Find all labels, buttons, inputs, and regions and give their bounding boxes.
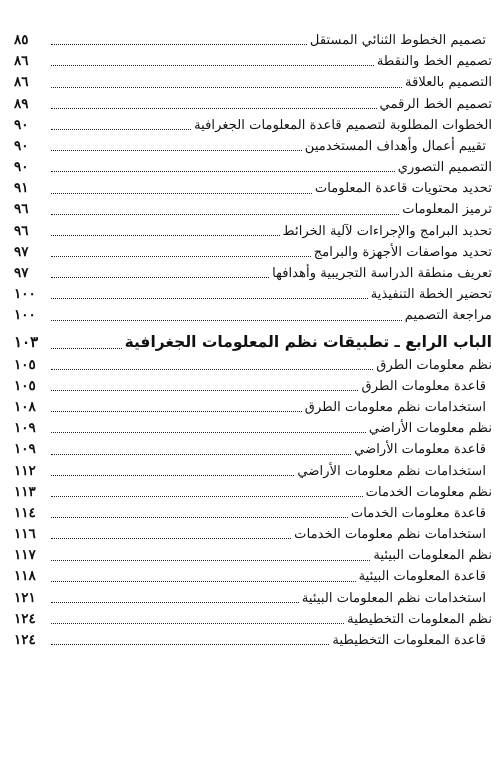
toc-entry [14, 284, 492, 305]
toc-page-number: ١٠٩ [14, 441, 36, 458]
toc-page-number: ٩٧ [14, 243, 29, 260]
toc-page-number: ٩٧ [14, 265, 29, 282]
toc-page-number: ٩١ [14, 180, 29, 197]
toc-entry-title: تحديد محتويات قاعدة المعلومات [314, 181, 492, 197]
dot-leader [51, 256, 311, 257]
toc-entry [14, 461, 492, 482]
toc-entry [14, 221, 492, 242]
dot-leader [51, 517, 348, 518]
dot-leader [51, 214, 399, 215]
toc-page-number: ١١٣ [14, 483, 36, 500]
dot-leader [51, 150, 302, 151]
dot-leader [51, 277, 269, 278]
toc-entry [14, 503, 492, 524]
toc-entry [14, 439, 492, 460]
dot-leader [51, 560, 370, 561]
toc-entry [14, 482, 492, 503]
toc-entry [14, 136, 492, 157]
toc-page-number: ١٠٨ [14, 398, 36, 415]
toc-page-number: ١٠٠ [14, 307, 36, 324]
toc-page-number: ٨٦ [14, 53, 29, 70]
toc-entry [14, 157, 492, 178]
toc-entry [14, 355, 492, 376]
dot-leader [51, 129, 191, 130]
toc-entry [14, 588, 492, 609]
toc-page-number: ١١٨ [14, 568, 36, 585]
toc-entry-title: استخدامات نظم معلومات الخدمات [294, 527, 486, 543]
toc-entry-title: قاعدة معلومات الطرق [361, 378, 486, 394]
toc-entry-title: نظم المعلومات التخطيطية [347, 611, 492, 627]
toc-entry [14, 178, 492, 199]
toc-entry-title: استخدامات نظم معلومات الأراضي [297, 463, 486, 479]
toc-entry-title: نظم معلومات الخدمات [365, 484, 492, 500]
toc-entry [14, 545, 492, 566]
chapter-title: الباب الرابع ـ تطبيقات نظم المعلومات الجغرافية [124, 332, 492, 351]
toc-entry-title: نظم المعلومات البيئية [373, 548, 492, 564]
toc-entry [14, 72, 492, 93]
dot-leader [51, 644, 329, 645]
toc-entry-title: قاعدة المعلومات التخطيطية [332, 633, 486, 649]
toc-page-number: ١١٢ [14, 462, 36, 479]
toc-entry [14, 30, 492, 51]
dot-leader [51, 390, 358, 391]
dot-leader [51, 454, 351, 455]
toc-entry [14, 397, 492, 418]
toc-entry-title: نظم معلومات الطرق [376, 357, 492, 373]
toc-entry-title: الخطوات المطلوبة لتصميم قاعدة المعلومات الجغرافية [194, 117, 492, 133]
toc-entry [14, 200, 492, 221]
toc-page-number: ١١٦ [14, 526, 36, 543]
toc-entry [14, 305, 492, 326]
toc-page-number: ١٢٤ [14, 610, 36, 627]
toc-page-number: ٩٦ [14, 222, 29, 239]
toc-entry-title: تحديد مواصفات الأجهزة والبرامج [313, 244, 492, 260]
dot-leader [51, 411, 302, 412]
toc-entry [14, 51, 492, 72]
toc-page-number: ١٢١ [14, 589, 36, 606]
toc-entry [14, 376, 492, 397]
toc-entry-title: ترميز المعلومات [402, 202, 492, 218]
toc-entry-title: تصميم الخطوط الثنائي المستقل [309, 32, 486, 48]
toc-page-number: ١٠٥ [14, 356, 36, 373]
toc-entry-title: تحديد البرامج والإجراءات لآلية الخرائط [282, 223, 492, 239]
toc-entry-title: قاعدة معلومات الأراضي [354, 442, 486, 458]
dot-leader [51, 87, 402, 88]
toc-page-number: ١٢٤ [14, 632, 36, 649]
toc-entry [14, 609, 492, 630]
toc-entry [14, 524, 492, 545]
toc-page-number: ٩٠ [14, 116, 29, 133]
dot-leader [51, 65, 374, 66]
toc-entry-title: تصميم الخط والنقطة [376, 54, 492, 70]
toc-entry-title: استخدامات نظم معلومات الطرق [304, 399, 486, 415]
toc-entry [14, 263, 492, 284]
toc-page-number: ١٠٠ [14, 286, 36, 303]
dot-leader [51, 475, 294, 476]
toc-entry [14, 242, 492, 263]
toc-page-number: ٩٠ [14, 159, 29, 176]
toc-page-number: ١٠٩ [14, 420, 36, 437]
toc-entry-title: تحضير الخطة التنفيذية [370, 287, 492, 303]
toc-entry [14, 630, 492, 651]
dot-leader [51, 432, 366, 433]
toc-entry-title: التصميم التصوري [397, 160, 492, 176]
toc-entry [14, 115, 492, 136]
toc-entry [14, 418, 492, 439]
toc-entry-title: نظم معلومات الأراضي [368, 421, 492, 437]
dot-leader [51, 44, 307, 45]
dot-leader [51, 581, 356, 582]
dot-leader [51, 298, 368, 299]
toc-page-number: ١١٧ [14, 547, 36, 564]
toc-page-number: ٩٠ [14, 137, 29, 154]
toc-page-number: ٨٩ [14, 95, 29, 112]
toc-entry-title: تصميم الخط الرقمي [379, 96, 492, 112]
dot-leader [51, 538, 291, 539]
toc-entry-title: تعريف منطقة الدراسة التجريبية وأهدافها [272, 266, 492, 282]
toc-entry [14, 567, 492, 588]
dot-leader [51, 623, 344, 624]
dot-leader [51, 348, 122, 349]
dot-leader [51, 108, 377, 109]
toc-page-number: ١٠٣ [14, 332, 39, 351]
toc-page-number: ١٠٥ [14, 377, 36, 394]
toc-page-number: ٩٦ [14, 201, 29, 218]
toc-entry-title: قاعدة المعلومات البيئية [358, 569, 486, 585]
toc-entry-title: تقييم أعمال وأهداف المستخدمين [304, 138, 486, 154]
toc-page-number: ٨٦ [14, 74, 29, 91]
dot-leader [51, 171, 395, 172]
toc-chapter-heading [14, 329, 492, 355]
table-of-contents [14, 30, 492, 651]
toc-page-number: ٨٥ [14, 31, 29, 48]
dot-leader [51, 193, 312, 194]
toc-page-number: ١١٤ [14, 504, 36, 521]
toc-entry [14, 94, 492, 115]
toc-entry-title: التصميم بالعلاقة [405, 75, 492, 91]
dot-leader [51, 369, 373, 370]
dot-leader [51, 235, 280, 236]
dot-leader [51, 496, 363, 497]
dot-leader [51, 602, 299, 603]
toc-entry-title: مراجعة التصميم [404, 308, 492, 324]
toc-entry-title: قاعدة معلومات الخدمات [350, 505, 486, 521]
toc-entry-title: استخدامات نظم المعلومات البيئية [301, 590, 486, 606]
dot-leader [51, 320, 402, 321]
